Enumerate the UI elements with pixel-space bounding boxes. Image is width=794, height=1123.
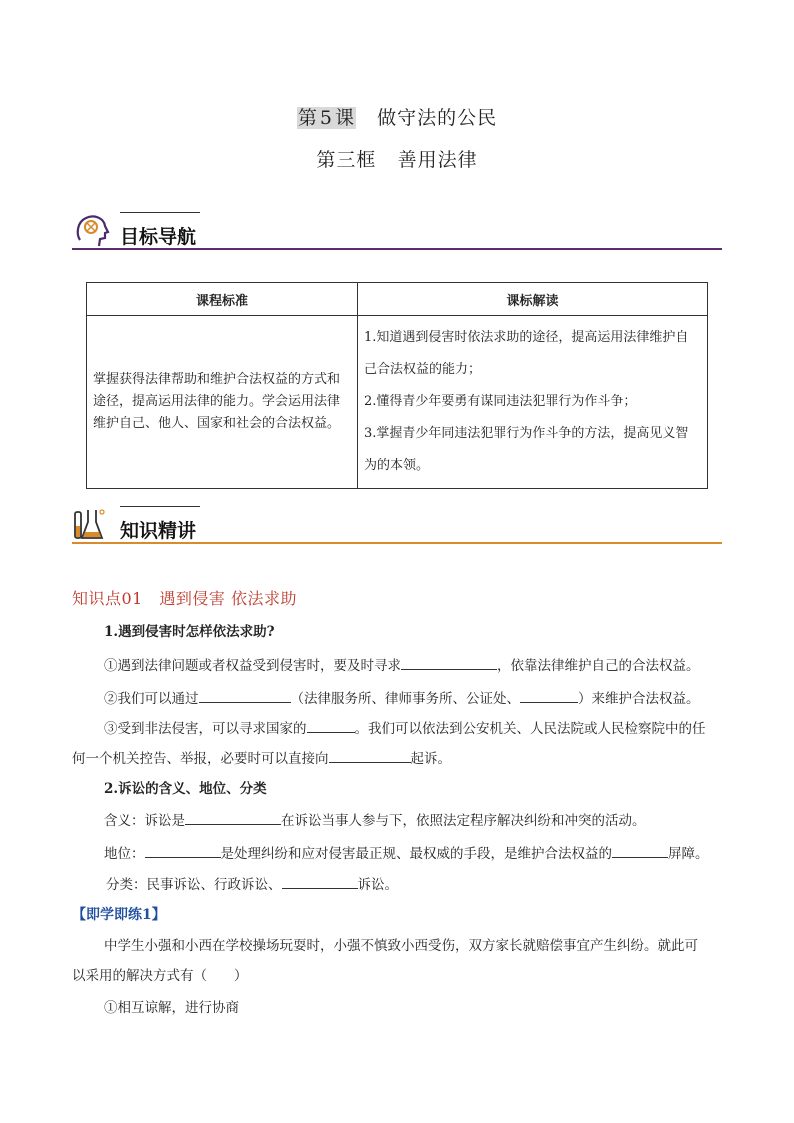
section-rule: [72, 248, 722, 250]
knowledge-point-title: 知识点01 遇到侵害 依法求助: [72, 589, 297, 608]
text-segment: 起诉。: [410, 751, 451, 767]
practice-option: ①相互谅解，进行协商: [104, 1000, 239, 1016]
text-segment: 含义：诉讼是: [104, 813, 185, 829]
fill-blank: [329, 748, 411, 763]
text-segment: 在诉讼当事人参与下，依照法定程序解决纠纷和冲突的活动。: [281, 813, 646, 829]
text-segment: ）来维护合法权益。: [578, 691, 700, 707]
lab-flask-icon: [72, 504, 112, 544]
text-segment: 。我们可以依法到公安机关、人民法院或人民检察院中的任: [354, 721, 706, 737]
section-name: 善用法律: [397, 149, 478, 171]
fill-blank: [401, 655, 497, 670]
question-heading: 1.遇到侵害时怎样依法求助?: [104, 624, 275, 640]
text-segment: 分类：民事诉讼、行政诉讼、: [106, 877, 282, 893]
interp-item: 3.掌握青少年同违法犯罪行为作斗争的方法，提高见义智为的本领。: [364, 426, 689, 473]
text-line: [106, 874, 398, 895]
text-line: [104, 810, 646, 831]
section-heading: 目标导航: [120, 226, 197, 248]
lesson-name: 做守法的公民: [377, 107, 498, 129]
practice-question: 中学生小强和小西在学校操场玩耍时，小强不慎致小西受伤，双方家长就赔偿事宜产生纠纷。就此可: [104, 938, 698, 954]
fill-blank: [520, 688, 578, 703]
text-segment: 何一个机关控告、举报，必要时可以直接向: [72, 751, 329, 767]
section-heading: 知识精讲: [120, 520, 197, 542]
lesson-title: [0, 103, 794, 130]
section-label: 第三框: [316, 149, 377, 171]
question-heading: 2.诉讼的含义、地位、分类: [104, 781, 267, 797]
text-segment: （法律服务所、律师事务所、公证处、: [290, 691, 520, 707]
standard-cell: 掌握获得法律帮助和维护合法权益的方式和途径，提高运用法律的能力。学会运用法律维护自己、他人、国家和社会的合法权益。: [87, 316, 358, 489]
text-line: [104, 718, 706, 739]
fill-blank: [145, 843, 221, 858]
standards-table: [86, 282, 708, 489]
lesson-suffix: 课: [334, 107, 355, 129]
text-segment: 诉讼。: [357, 877, 398, 893]
section-rule: [72, 542, 722, 544]
section-header-goals: [72, 210, 722, 256]
text-line: [104, 843, 709, 864]
interp-item: 1.知道遇到侵害时依法求助的途径，提高运用法律维护自己合法权益的能力；: [364, 330, 689, 377]
fill-blank: [199, 688, 291, 703]
text-segment: ②我们可以通过: [104, 691, 199, 707]
interpretation-cell: [358, 316, 708, 489]
col-header-interpretation: 课标解读: [358, 283, 708, 316]
section-header-knowledge: [72, 504, 722, 550]
practice-title: 【即学即练1】: [72, 907, 166, 923]
lesson-number: 5: [319, 107, 333, 129]
text-line: [104, 655, 700, 676]
fill-blank: [307, 718, 355, 733]
section-overline: [120, 506, 200, 507]
text-segment: ③受到非法侵害，可以寻求国家的: [104, 721, 307, 737]
text-line: [104, 688, 700, 709]
fill-blank: [282, 874, 358, 889]
practice-question: 以采用的解决方式有（ ）: [72, 968, 248, 984]
fill-blank: [612, 843, 668, 858]
text-segment: ①遇到法律问题或者权益受到侵害时，要及时寻求: [104, 658, 401, 674]
fill-blank: [185, 810, 281, 825]
text-segment: ，依靠法律维护自己的合法权益。: [497, 658, 700, 674]
col-header-standard: 课程标准: [87, 283, 358, 316]
text-line: [72, 748, 451, 769]
section-overline: [120, 212, 200, 213]
section-title: [0, 145, 794, 172]
brain-head-icon: [72, 210, 112, 250]
text-segment: 是处理纠纷和应对侵害最正规、最权威的手段，是维护合法权益的: [220, 846, 612, 862]
interp-item: 2.懂得青少年要勇有谋同违法犯罪行为作斗争；: [364, 394, 637, 409]
text-segment: 地位：: [104, 846, 145, 862]
text-segment: 屏障。: [668, 846, 709, 862]
lesson-prefix: 第: [297, 107, 318, 129]
